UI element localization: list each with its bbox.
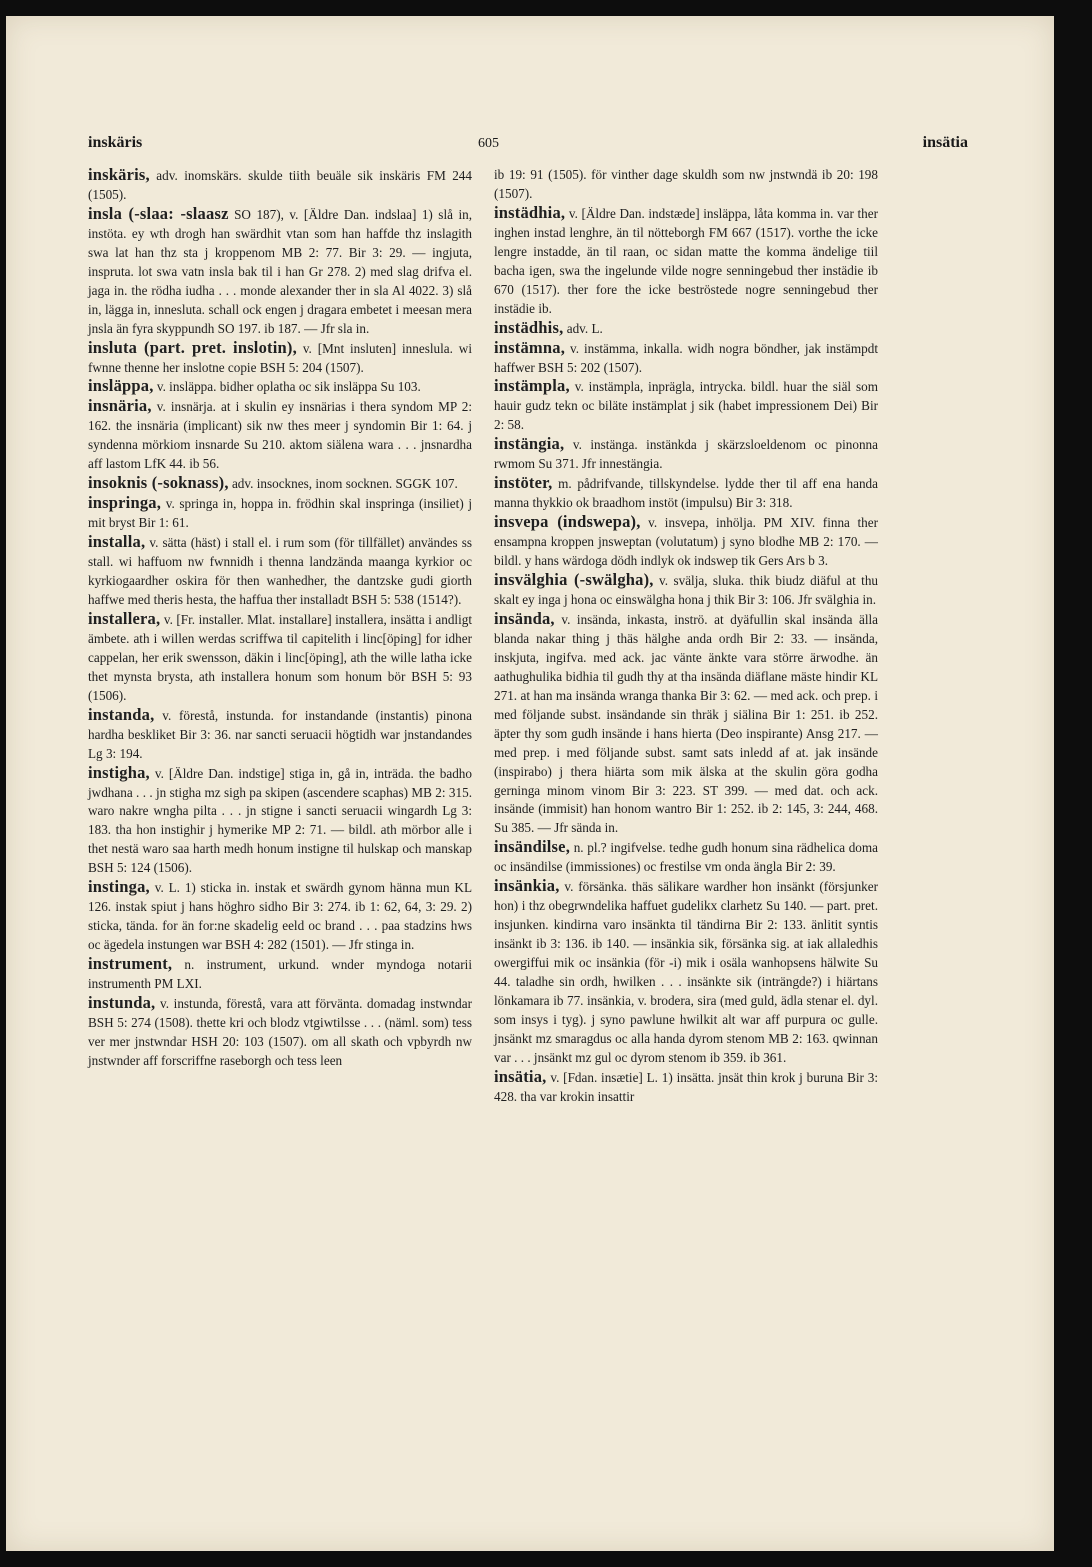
dictionary-entry	[494, 513, 878, 571]
dictionary-entry	[88, 205, 472, 339]
entry-definition: adv. insocknes, inom socknen. SGGK 107.	[231, 476, 458, 492]
entry-definition: v. instämma, inkalla. widh nogra böndher, jak instämpdt haffwer BSH 5: 202 (1507).	[494, 340, 878, 375]
page-number: 605	[478, 136, 499, 151]
dictionary-entry	[88, 494, 472, 533]
entry-definition: v. sätta (häst) i stall el. i rum som (för tillfället) användes ss stall. wi haffuom nw fwnnidh i thenna landzända maanga kyrkior oc kyrkiogaardher oskira för then wanhedher, the dantzske gudi giorth haffwe med theris hesta, the haffua ther installadt BSH 5: 538 (1514?).	[88, 535, 473, 607]
page-content	[88, 134, 968, 1104]
entry-definition: v. insvepa, inhölja. PM XIV. finna ther ensampna kroppen jnsweptan (volutatum) j syno blodhe MB 2: 170. — bildl. y hans wärdoga dödh indlyk ok indswep tik Gers Ars b 3.	[494, 515, 879, 569]
headword: instöter,	[494, 473, 553, 493]
dictionary-entry	[494, 339, 878, 378]
entry-definition: v. insända, inkasta, inströ. at dyäfullin skal insända älla blanda nakar thing j thäs hälghe anda ordh Bir 2: 33. — insända, inskjuta, ingifva. med ack. jac vänte änkte vara större ärwodhe. än aathughulika bidhia til gudh thy at tha insända diäflane mäste hindir KL 271. at han ma insända wranga thanka Bir 3: 62. — med ack. och prep. i med följande subst. insändande sin thräk j siälina Bir 1: 251. ib 252. äpter thy som gudh insände i hans hierta (Deo inspirante) Ansg 217. — med prep. i med följande subst. samt sats inledd af at. jak insände (inspirabo) j thera hiärta som mik älska at the skulin göra godha gerninga minom vinom Bir 3: 223. ST 399. — med dat. och ack. insände (immisit) han honom wantro Bir 1: 252. ib 2: 145, 3: 244, 468. Su 385. — Jfr sända in.	[494, 611, 879, 836]
headword: instämna,	[494, 337, 566, 357]
dictionary-page	[6, 16, 1054, 1551]
entry-definition: v. insnärja. at i skulin ey insnärias i thera syndom MP 2: 162. the insnäria (implicant) sik nw thes meer j syndomin Bir 1: 64. j syndenna mörkiom insnarde Su 210. aktom siälena wara . . . jnsnardha aff lastom LfK 44. ib 56.	[88, 399, 473, 472]
entry-definition: v. instänga. instänkda j skärzsloeldenom oc pinonna rwmom Su 371. Jfr innestängia.	[494, 437, 879, 472]
dictionary-entry	[88, 474, 472, 494]
dictionary-entry	[88, 533, 472, 610]
headword: insända,	[494, 608, 555, 628]
headword: instrument,	[88, 954, 173, 974]
entry-definition: v. [Äldre Dan. indstige] stiga in, gå in, inträda. the badho jwdhana . . . jn stigha mz sigh pa skipen (ascendere scaphas) MB 2: 315. waro nakre wngha pilta . . . jn stigne i sancti seruacii wingardh Lg 3: 183. tha hon instighir j hymerike MP 2: 71. — bildl. ath mörbor alle i thet nestä waro saa harth medh honum instigne til hulskap och manskap BSH 5: 124 (1506).	[88, 765, 472, 876]
entry-definition: v. svälja, sluka. thik biudz diäful at thu skalt ey inga j hona oc einswälgha hona j thik Bir 3: 106. Jfr svälghia in.	[494, 573, 879, 607]
dictionary-entry	[88, 994, 472, 1071]
dictionary-entry	[494, 838, 878, 877]
headword: instädhis,	[494, 317, 564, 337]
headword: insnäria,	[88, 396, 152, 416]
entry-definition: n. instrument, urkund. wnder myndoga notarii instrumenth PM LXI.	[88, 957, 472, 992]
headword: inspringa,	[88, 493, 162, 513]
entry-definition: adv. inomskärs. skulde tiith beuäle sik inskäris FM 244 (1505).	[88, 168, 472, 202]
entry-definition: m. pådrifvande, tillskyndelse. lydde ther til aff ena handa manna thykkio ok braadhom instöt (impulsu) Bir 3: 318.	[494, 476, 878, 511]
entry-definition: v. [Fdan. insætie] L. 1) insätta. jnsät thin krok j buruna Bir 3: 428. tha var krokin insattir	[494, 1069, 879, 1104]
headword: insläppa,	[88, 376, 154, 396]
dictionary-entry	[88, 955, 472, 994]
headword: instigha,	[88, 762, 150, 782]
dictionary-entry	[494, 166, 878, 204]
entry-definition: v. instunda, förestå, vara att förvänta. domadag instwndar BSH 5: 274 (1508). thette kri och blodz vtgiwtilsse . . . (näml. som) tess ver mer jnstwndar HSH 20: 103 (1507). om all skath och vpbyrdh nw jnstwnder aff forscriffne raseborgh och tess leen	[88, 995, 472, 1068]
dictionary-entry	[494, 319, 878, 339]
dictionary-entry	[88, 166, 472, 205]
dictionary-entry	[88, 377, 472, 397]
entry-definition: v. [Äldre Dan. indstæde] insläppa, låta komma in. var ther inghen instad lenghre, än til nötteborgh FM 667 (1517). vorthe the icke lengre instadde, än til raan, oc sidan matte the komma ändelige tiil bacha igen, swa the ingelunde vilde nogre senningebud ther instädie ib 670 (1517). ther fore the icke beströstede nogre senningebud ther instädie ib.	[494, 205, 879, 316]
dictionary-entry	[88, 878, 472, 955]
dictionary-entry	[494, 610, 878, 838]
headword: installera,	[88, 608, 161, 628]
headword: instängia,	[494, 434, 565, 454]
headword: instämpla,	[494, 376, 570, 396]
entry-definition: n. pl.? ingifvelse. tedhe gudh honum sina rädhelica doma oc insändilse (immissiones) oc frestilse vm onda ängla Bir 2: 39.	[494, 840, 879, 875]
entry-definition: adv. L.	[566, 320, 603, 336]
headword: insvälghia (-swälgha),	[494, 570, 654, 590]
dictionary-entry	[494, 377, 878, 435]
entry-definition: v. instämpla, inprägla, intrycka. bildl. huar the siäl som hauir gudz tekn oc biläte instämplat j sik (habet impressionem Dei) Bir 2: 58.	[494, 379, 878, 433]
right-column	[494, 166, 878, 1107]
headword: insändilse,	[494, 837, 571, 857]
entry-definition: v. förestå, instunda. for instandande (instantis) pinona hardha beskliket Bir 3: 36. nar sancti seruacii högtidh war jnstandandes Lg 3: 194.	[88, 707, 472, 761]
headword: inskäris,	[88, 165, 150, 184]
headword: instanda,	[88, 704, 155, 724]
headword: insluta (part. pret. inslotin),	[88, 337, 297, 357]
entry-definition: v. [Fr. installer. Mlat. installare] installera, insätta i andligt ämbete. ath i willen werdas scriffwa til capitelith i linc[öping] for idher cappelan, her erik swensson, däkin i linc[öping], ath the wille latha icke thet mynsta brysta, ath installera honum som honum bör BSH 5: 93 (1506).	[88, 611, 472, 703]
header-left-guideword: inskäris	[88, 134, 143, 151]
entry-definition: v. insläppa. bidher oplatha oc sik insläppa Su 103.	[156, 379, 421, 395]
dictionary-entry	[88, 397, 472, 474]
dictionary-entry	[88, 610, 472, 706]
dictionary-entry	[494, 204, 878, 319]
entry-definition: v. L. 1) sticka in. instak et swärdh gynom hänna mun KL 126. instak spiut j hans höghro sidho Bir 3: 274. ib 1: 62, 64, 3: 29. 2) sticka, tända. for än for:ne skadelig eeld oc brand . . . paa stadzins hws oc ägedela instungen war BSH 4: 282 (1501). — Jfr stinga in.	[88, 880, 473, 953]
headword: instädhia,	[494, 202, 566, 222]
headword: insla (-slaa: -slaasz	[88, 203, 229, 223]
entry-definition: v. försänka. thäs sälikare wardher hon insänkt (försjunker hon) i thz obegrwndelika haffuet gudelikx clarhetz Su 140. — part. pret. insjunken. kindirna varo insänkta til tändirna Bir 2: 133. änlitit syntis insänkt ib 3: 136. ib 140. — insänkia sik, försänka sig. at iak allaledhis owergiffui mik oc insänkia (för -i) mik i osäla wanhopsens hälwite Su 44. taladhe sin ordh, hwilken . . . insänkte sik (inträngde?) i hiärtans lönkamara ib 77. insänkia, v. brodera, sira (med guld, ädla stenar el. dyl. som insys i tyg). j syno pawlune hwilkit alt war aff purpura oc gulle. jnsänkt mz smaragdus oc alla handa dyrom stenom MB 2: 163. qwinnan var . . . jnsänkt mz gul oc dyrom stenom ib 359. ib 361.	[494, 879, 879, 1065]
headword: insoknis (-soknass),	[88, 473, 229, 493]
headword: insänkia,	[494, 876, 560, 896]
dictionary-entry	[494, 435, 878, 474]
dictionary-entry	[494, 1068, 878, 1107]
headword: insätia,	[494, 1066, 547, 1086]
header-right-guideword: insätia	[922, 134, 968, 151]
entry-definition: SO 187), v. [Äldre Dan. indslaa] 1) slå in, instöta. ey wth drogh han swärdhit vtan som han haffde thz inslagith swa lat han thz sta j kroppenom MB 2: 77. Bir 3: 29. — ingjuta, inspruta. lot swa vatn insla bak til i han Gr 278. 2) med slag drifva el. jaga in. the rödha iudha . . . monde alexander ther in sla Al 4022. 3) slå in, lägga in, innesluta. schall ock engen j dragara embetet i meesan mera jnsla än fyra skyppundh SO 197. ib 187. — Jfr sla in.	[88, 206, 473, 336]
dictionary-entry	[88, 764, 472, 879]
entry-definition: v. springa in, hoppa in. frödhin skal inspringa (insiliet) j mit bryst Bir 1: 61.	[88, 496, 472, 531]
dictionary-entry	[88, 706, 472, 764]
headword: instunda,	[88, 992, 156, 1012]
entry-definition: ib 19: 91 (1505). för vinther dage skuldh som nw jnstwndä ib 20: 198 (1507).	[494, 167, 878, 201]
dictionary-entry	[88, 339, 472, 378]
dictionary-entry	[494, 474, 878, 513]
headword: installa,	[88, 532, 146, 552]
dictionary-entry	[494, 571, 878, 610]
running-header	[88, 134, 968, 160]
headword: instinga,	[88, 877, 150, 897]
dictionary-entry	[494, 877, 878, 1068]
entry-definition: v. [Mnt insluten] inneslula. wi fwnne thenne her inslotne copie BSH 5: 204 (1507).	[88, 340, 472, 375]
left-column	[88, 166, 472, 1071]
headword: insvepa (indswepa),	[494, 512, 641, 532]
